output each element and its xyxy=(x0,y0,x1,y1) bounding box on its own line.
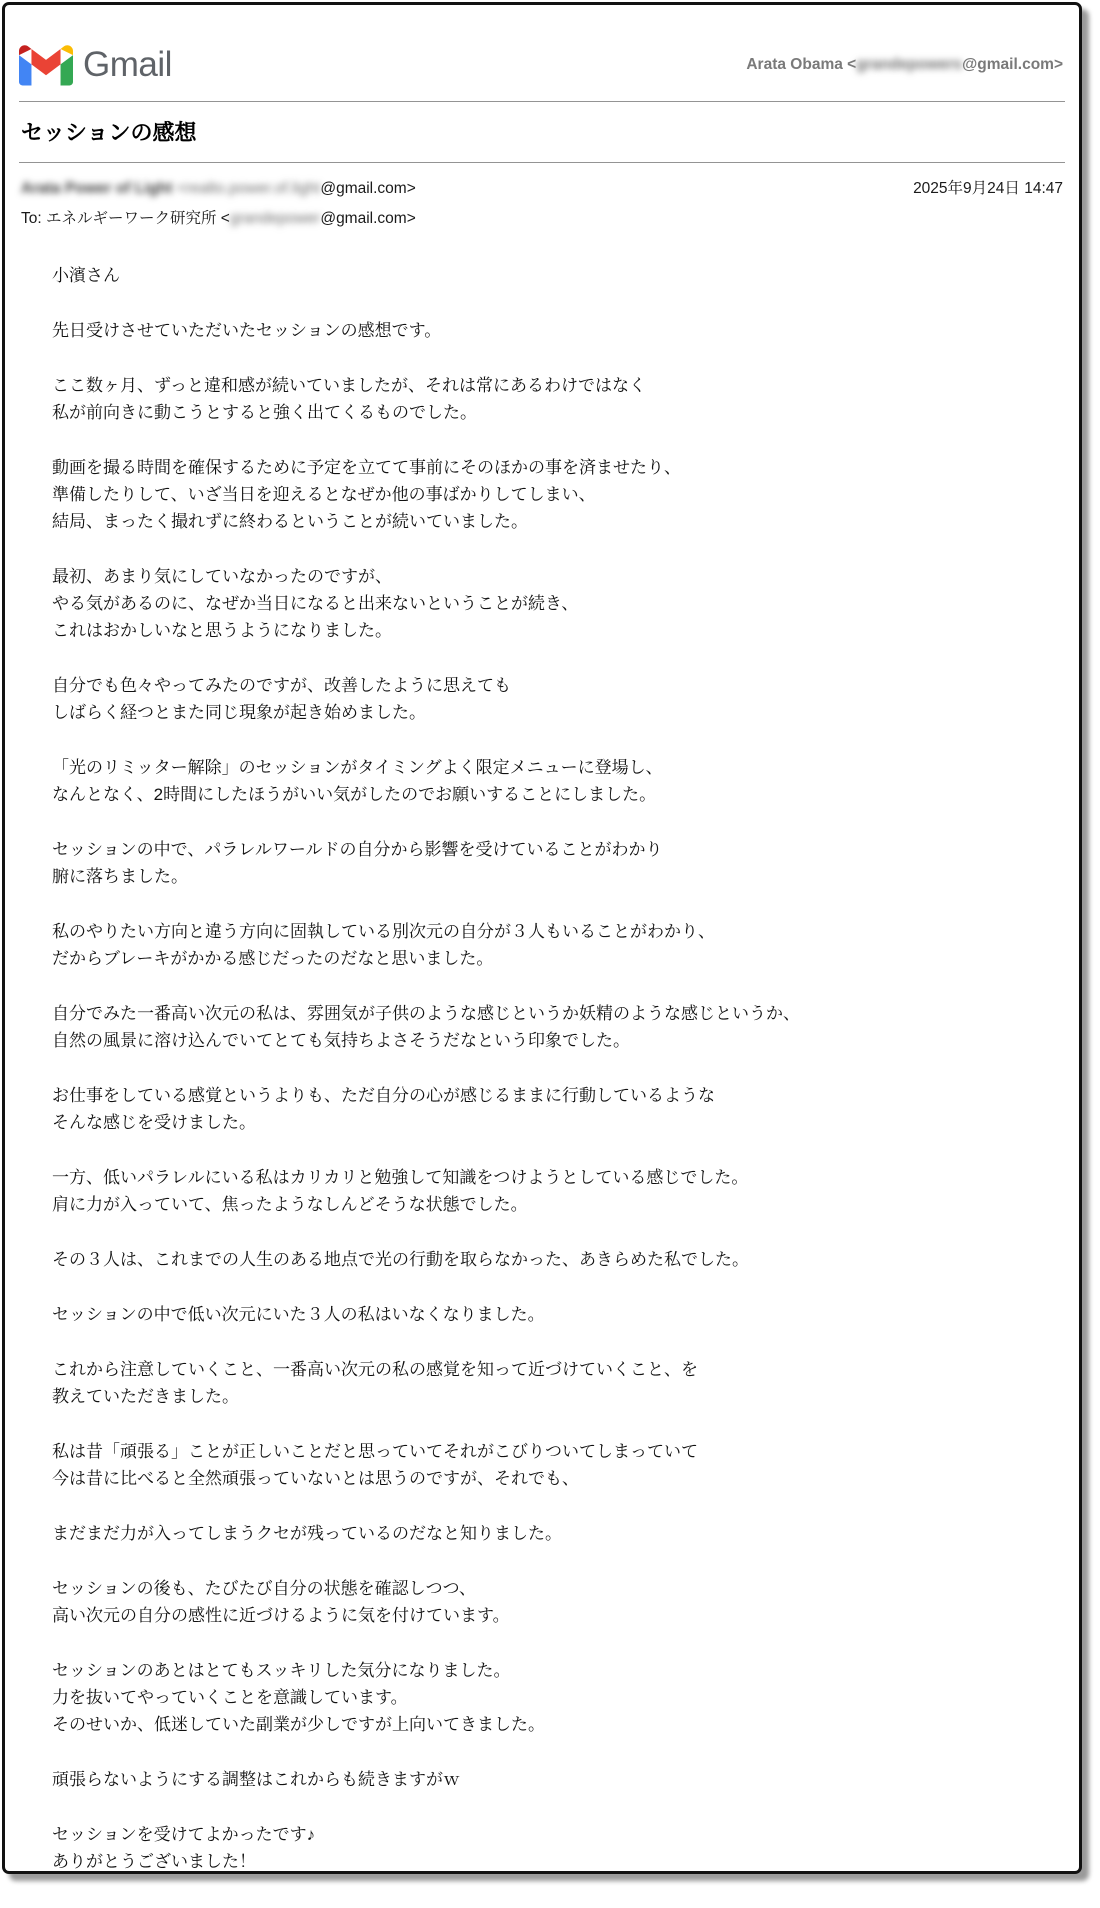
account-name: Arata Obama xyxy=(746,56,848,73)
account-email-redacted: grandepowers xyxy=(856,56,963,73)
body-paragraph: 先日受けさせていただいたセッションの感想です。 xyxy=(52,321,442,340)
body-paragraph: ここ数ヶ月、ずっと違和感が続いていましたが、それは常にあるわけではなく 私が前向きに動こうとすると強く出てくるものでした。 xyxy=(52,376,646,422)
account-email-domain: @gmail.com> xyxy=(962,56,1063,73)
body-paragraph: セッションのあとはとてもスッキリした気分になりました。 力を抜いてやっていくことを意識しています。 そのせいか、低迷していた副業が少しですが上向いてきました。 xyxy=(52,1661,545,1734)
body-paragraph: 頑張らないようにする調整はこれからも続きますがｗ xyxy=(52,1770,460,1789)
from-name-redacted: Arata Power of Light xyxy=(21,180,177,197)
body-paragraph: お仕事をしている感覚というよりも、ただ自分の心が感じるままに行動しているような そんな感じを受けました。 xyxy=(52,1086,715,1132)
to-email-redacted: grandepower xyxy=(229,210,321,227)
body-paragraph: セッションの後も、たびたび自分の状態を確認しつつ、 高い次元の自分の感性に近づけるように気を付けています。 xyxy=(52,1579,510,1625)
email-subject: セッションの感想 xyxy=(21,120,197,145)
from-row xyxy=(21,176,1063,198)
body-paragraph: その３人は、これまでの人生のある地点で光の行動を取らなかった、あきらめた私でした。 xyxy=(52,1250,749,1269)
body-paragraph: まだまだ力が入ってしまうクセが残っているのだなと知りました。 xyxy=(52,1524,562,1543)
body-paragraph: 「光のリミッター解除」のセッションがタイミングよく限定メニューに登場し、 なんとなく、2時間にしたほうがいい気がしたのでお願いすることにしました。 xyxy=(52,758,663,804)
gmail-wordmark: Gmail xyxy=(83,45,172,84)
to-row xyxy=(21,206,1063,228)
body-paragraph: 最初、あまり気にしていなかったのですが、 やる気があるのに、なぜか当日になると出来ないということが続き、 これはおかしいなと思うようになりました。 xyxy=(52,567,579,640)
body-paragraph: セッションを受けてよかったです♪ ありがとうございました！ xyxy=(52,1825,316,1871)
email-print-page xyxy=(2,2,1082,1874)
email-meta xyxy=(19,163,1065,228)
email-date: 2025年9月24日 14:47 xyxy=(913,180,1063,197)
email-body xyxy=(52,262,1035,1874)
from-email-domain: @gmail.com> xyxy=(320,180,416,197)
gmail-m-icon xyxy=(19,45,73,86)
gmail-logo xyxy=(19,45,172,86)
body-paragraph: 自分でみた一番高い次元の私は、雰囲気が子供のような感じというか妖精のような感じというか、 自然の風景に溶け込んでいてとても気持ちよさそうだなという印象でした。 xyxy=(52,1004,800,1050)
body-paragraph: 私のやりたい方向と違う方向に固執している別次元の自分が３人もいることがわかり、 だからブレーキがかかる感じだったのだなと思いました。 xyxy=(52,922,715,968)
body-paragraph: これから注意していくこと、一番高い次元の私の感覚を知って近づけていくこと、を 教えていただきました。 xyxy=(52,1360,698,1406)
body-paragraph: セッションの中で低い次元にいた３人の私はいなくなりました。 xyxy=(52,1305,545,1324)
body-paragraph: 小濱さん xyxy=(52,266,120,285)
to-email-domain: @gmail.com> xyxy=(320,210,416,227)
body-paragraph: 私は昔「頑張る」ことが正しいことだと思っていてそれがこびりついてしまっていて 今は昔に比べると全然頑張っていないとは思うのですが、それでも、 xyxy=(52,1442,698,1488)
body-paragraph: セッションの中で、パラレルワールドの自分から影響を受けていることがわかり 腑に落ちました。 xyxy=(52,840,663,886)
body-paragraph: 一方、低いパラレルにいる私はカリカリと勉強して知識をつけようとしている感じでした。 肩に力が入っていて、焦ったようなしんどそうな状態でした。 xyxy=(52,1168,749,1214)
body-paragraph: 動画を撮る時間を確保するために予定を立てて事前にそのほかの事を済ませたり、 準備したりして、いざ当日を迎えるとなぜか他の事ばかりしてしまい、 結局、まったく撮れずに終わるということが続いていました。 xyxy=(52,458,681,531)
divider-top xyxy=(19,101,1065,102)
body-paragraph: 自分でも色々やってみたのですが、改善したように思えても しばらく経つとまた同じ現象が起き始めました。 xyxy=(52,676,511,722)
to-label: To: エネルギーワーク研究所 < xyxy=(21,210,230,227)
account-bracket: < xyxy=(847,56,857,73)
from-address xyxy=(21,180,416,198)
print-header xyxy=(19,5,1065,101)
from-email-redacted: <realto.power.of.light xyxy=(176,180,321,197)
account-identity xyxy=(746,56,1063,74)
